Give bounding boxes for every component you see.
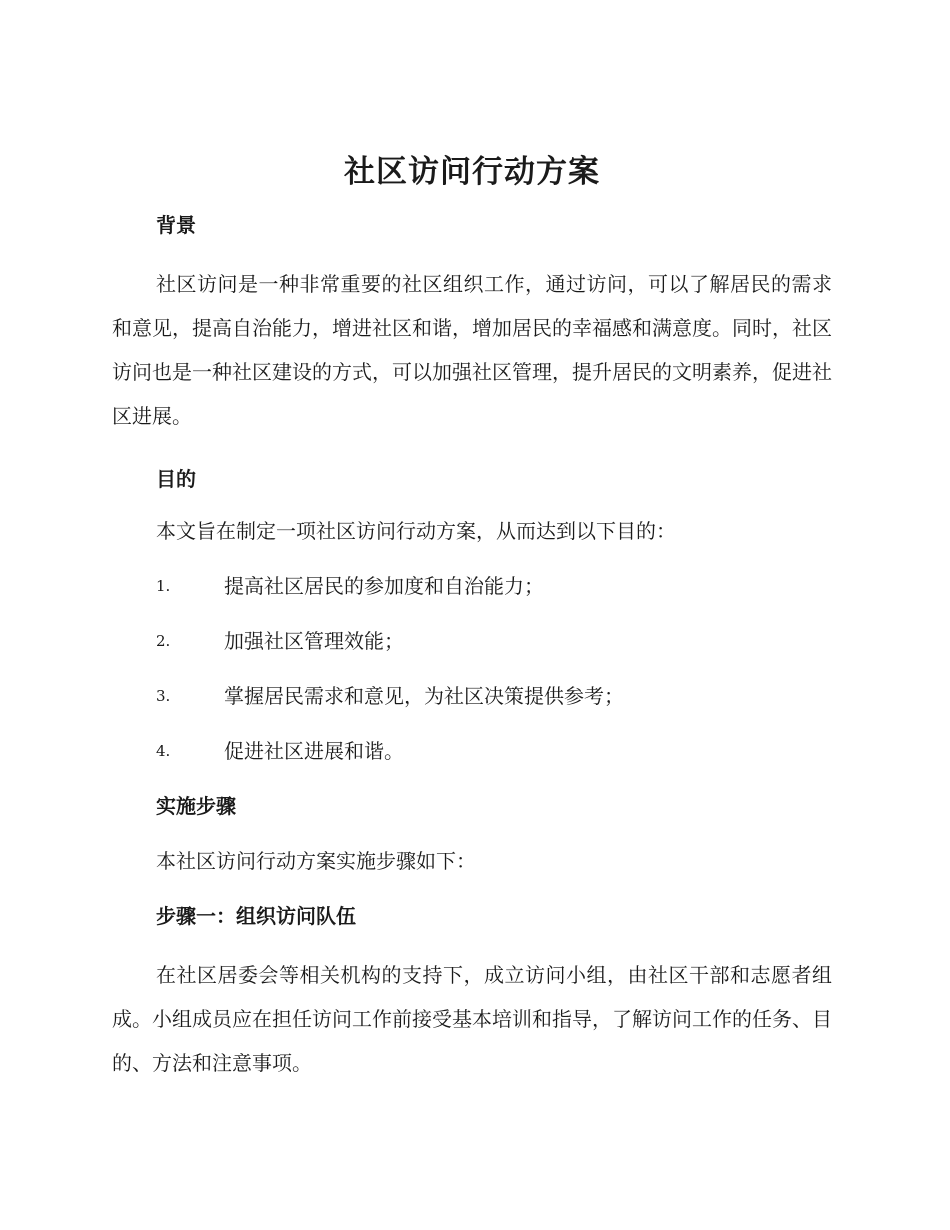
list-item	[112, 681, 832, 736]
list-item-text: 加强社区管理效能；	[224, 629, 404, 653]
list-item	[112, 626, 832, 681]
list-item-text: 掌握居民需求和意见，为社区决策提供参考；	[224, 684, 624, 708]
document-title: 社区访问行动方案	[344, 154, 600, 190]
document-page	[112, 148, 832, 1085]
section-heading-background: 背景	[156, 213, 196, 237]
list-item-text: 提高社区居民的参加度和自治能力；	[224, 574, 544, 598]
steps-intro: 本社区访问行动方案实施步骤如下：	[156, 849, 476, 873]
list-item-number: 2.	[156, 632, 171, 650]
step-one-paragraph: 在社区居委会等相关机构的支持下，成立访问小组，由社区干部和志愿者组成。小组成员应在担任访问工作前接受基本培训和指导，了解访问工作的任务、目的、方法和注意事项。	[112, 963, 832, 1075]
list-item	[112, 736, 832, 791]
section-heading-purpose: 目的	[156, 467, 196, 491]
section-heading-steps: 实施步骤	[156, 794, 236, 818]
purpose-intro: 本文旨在制定一项社区访问行动方案，从而达到以下目的：	[156, 519, 676, 543]
list-item-number: 1.	[156, 577, 171, 595]
step-one-heading: 步骤一：组织访问队伍	[156, 904, 356, 928]
purpose-list	[112, 571, 832, 791]
list-item-text: 促进社区进展和谐。	[224, 739, 404, 763]
list-item	[112, 571, 832, 626]
list-item-number: 3.	[156, 687, 171, 705]
list-item-number: 4.	[156, 742, 171, 760]
background-paragraph: 社区访问是一种非常重要的社区组织工作，通过访问，可以了解居民的需求和意见，提高自治能力，增进社区和谐，增加居民的幸福感和满意度。同时，社区访问也是一种社区建设的方式，可以加强社区管理，提升居民的文明素养，促进社区进展。	[112, 272, 832, 428]
